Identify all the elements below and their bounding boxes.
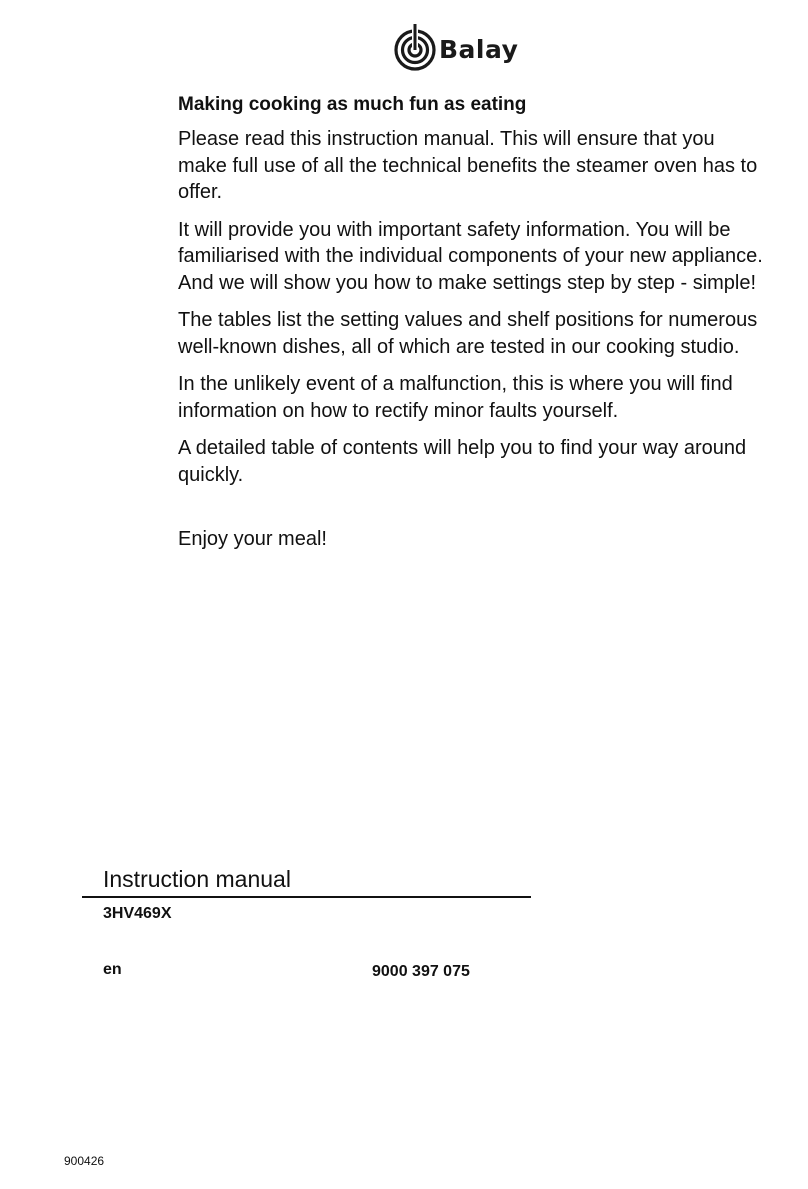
balay-spiral-logo-icon xyxy=(393,22,437,72)
brand-logo xyxy=(393,22,518,72)
intro-paragraph-read: Please read this instruction manual. This will ensure that you make full use of all the technical benefits the steamer oven has to offer. xyxy=(178,128,758,203)
document-number: 9000 397 075 xyxy=(372,963,470,980)
intro-paragraph-safety: It will provide you with important safety information. You will be familiarised with the individual components of your new appliance. And we will show you how to make settings step by step - simple! xyxy=(178,218,763,294)
model-number: 3HV469X xyxy=(103,905,172,922)
manual-title: Instruction manual xyxy=(103,866,291,892)
closing-line: Enjoy your meal! xyxy=(178,528,327,550)
intro-heading: Making cooking as much fun as eating xyxy=(178,94,527,115)
language-code: en xyxy=(103,961,122,978)
title-divider xyxy=(82,896,531,898)
intro-paragraph-contents: A detailed table of contents will help you to find your way around quickly. xyxy=(178,437,747,486)
intro-paragraph-tables: The tables list the setting values and shelf positions for numerous well-known dishes, all of which are tested in our cooking studio. xyxy=(178,309,758,358)
intro-paragraph-malfunction: In the unlikely event of a malfunction, this is where you will find information on how to rectify minor faults yourself. xyxy=(178,373,733,422)
print-code: 900426 xyxy=(64,1154,105,1168)
brand-name: Balay xyxy=(439,34,519,64)
intro-section xyxy=(178,92,768,564)
